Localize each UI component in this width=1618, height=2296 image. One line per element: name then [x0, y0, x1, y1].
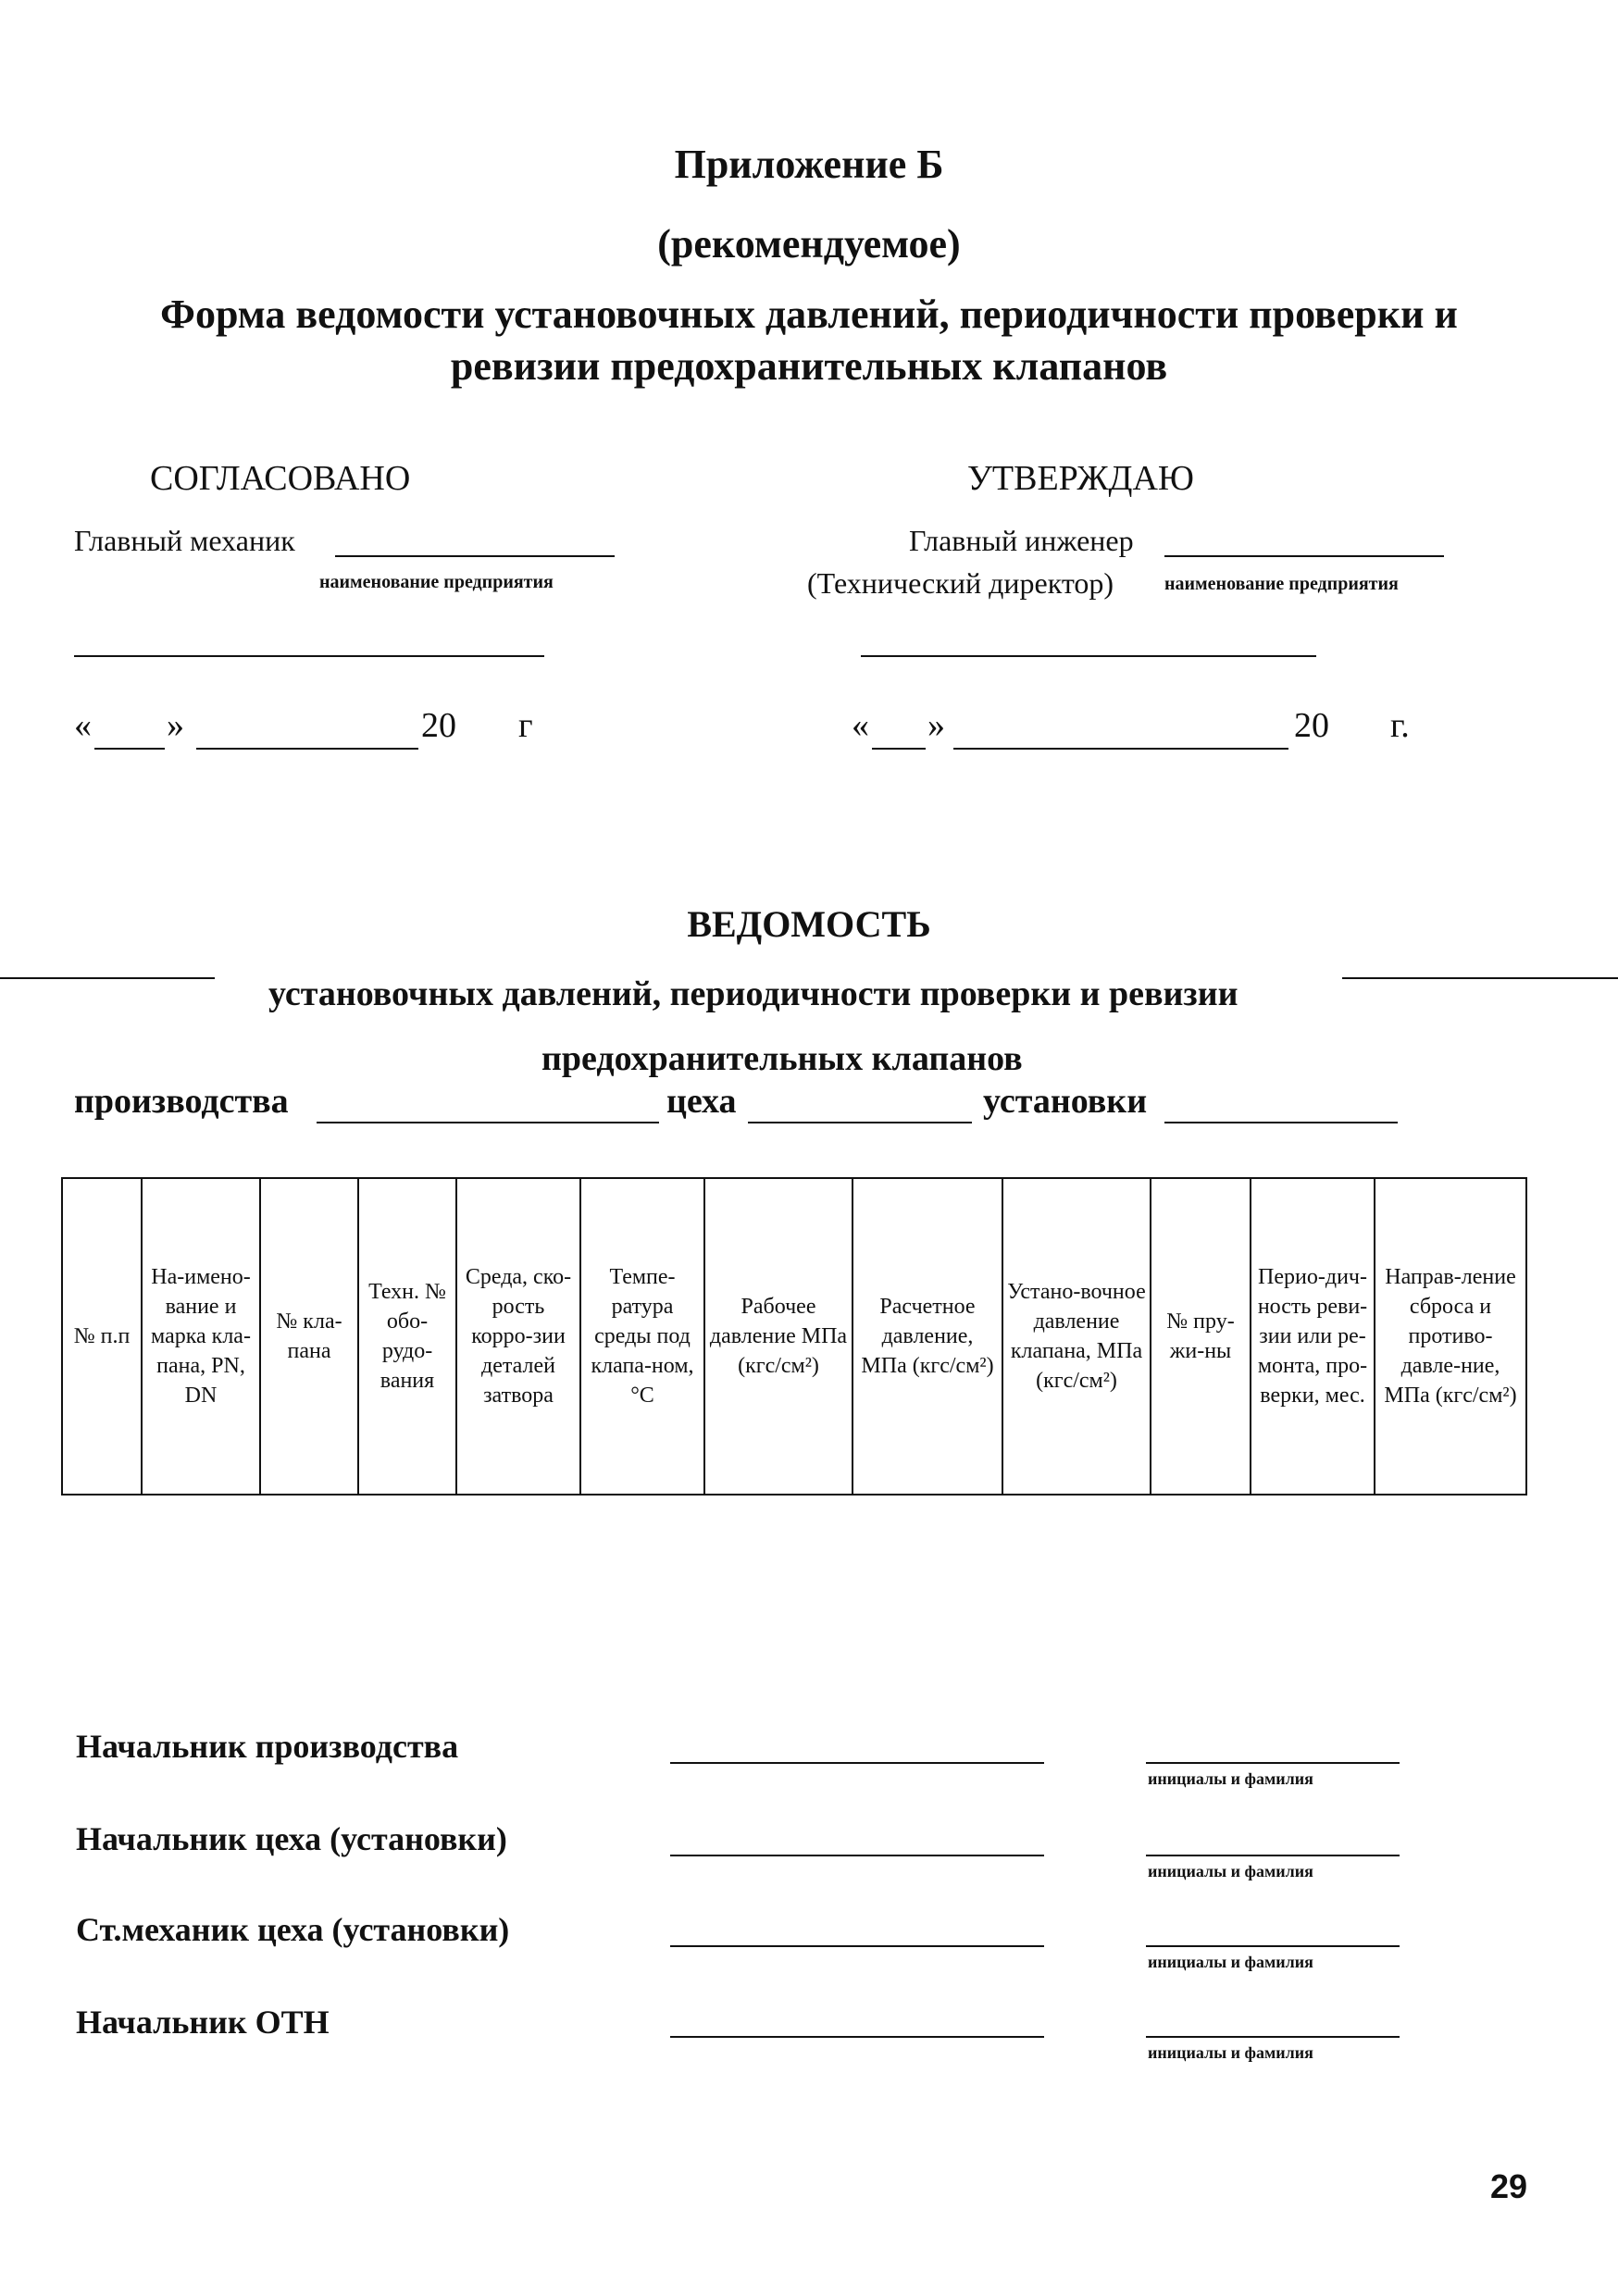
signature-line-oth-head: [670, 2036, 1044, 2038]
form-title: [0, 289, 1618, 392]
name-caption-oth-head: инициалы и фамилия: [1148, 2043, 1313, 2062]
name-caption-senior-mechanic: инициалы и фамилия: [1148, 1953, 1313, 1971]
table-header-row: [62, 1178, 1526, 1495]
signature-label-senior-mechanic: Ст.механик цеха (установки): [76, 1911, 510, 1948]
header-working-pressure: Рабочее давление МПа (кгс/см²): [704, 1178, 853, 1495]
statement-left-rule: [0, 977, 215, 979]
header-valve-number: № кла-пана: [260, 1178, 358, 1495]
agreed-day-line: [94, 748, 165, 750]
header-valve-name: На-имено-вание и марка кла-пана, PN, DN: [142, 1178, 260, 1495]
approved-enterprise-caption: наименование предприятия: [1164, 574, 1399, 594]
header-equipment-number: Техн. № обо-рудо-вания: [358, 1178, 456, 1495]
header-inspection-period: Перио-дич-ность реви-зии или ре-монта, про-верки, мес.: [1251, 1178, 1375, 1495]
header-set-pressure: Устано-вочное давление клапана, МПа (кгс/см²): [1002, 1178, 1151, 1495]
valve-statement-table: [61, 1177, 1527, 1496]
agreed-header: СОГЛАСОВАНО: [150, 459, 411, 498]
production-line: [317, 1122, 659, 1123]
agreed-position: Главный механик: [74, 524, 295, 557]
statement-title: ВЕДОМОСТЬ: [687, 903, 931, 945]
agreed-enterprise-line: [335, 555, 615, 557]
approved-date-quote-open: «: [852, 706, 869, 745]
appendix-title: Приложение Б: [674, 142, 944, 187]
name-line-oth-head: [1146, 2036, 1400, 2038]
signature-label-production-head: Начальник производства: [76, 1728, 459, 1765]
shop-line: [748, 1122, 972, 1123]
unit-line: [1164, 1122, 1398, 1123]
approved-month-line: [953, 748, 1288, 750]
name-caption-production-head: инициалы и фамилия: [1148, 1769, 1313, 1788]
header-medium-temperature: Темпе-ратура среды под клапа-ном, °С: [580, 1178, 704, 1495]
header-row-number: № п.п: [62, 1178, 142, 1495]
header-medium-corrosion: Среда, ско-рость корро-зии деталей затвора: [456, 1178, 580, 1495]
approved-day-line: [872, 748, 926, 750]
name-caption-shop-head: инициалы и фамилия: [1148, 1862, 1313, 1880]
agreed-signature-line: [74, 655, 544, 657]
approved-signature-line: [861, 655, 1316, 657]
signature-label-shop-head: Начальник цеха (установки): [76, 1820, 507, 1857]
approved-header: УТВЕРЖДАЮ: [967, 459, 1194, 498]
agreed-date-quote-close: »: [167, 706, 184, 745]
page-number: 29: [1490, 2167, 1528, 2205]
approved-year-prefix: 20: [1294, 706, 1329, 745]
name-line-production-head: [1146, 1762, 1400, 1764]
header-discharge-direction: Направ-ление сброса и противо-давле-ние, МПа (кгс/см²): [1375, 1178, 1526, 1495]
shop-label: цеха: [666, 1082, 737, 1121]
form-title-line-2: ревизии предохранительных клапанов: [450, 343, 1168, 389]
signature-label-oth-head: Начальник ОТН: [76, 2004, 330, 2041]
statement-subtitle-line-1: установочных давлений, периодичности проверки и ревизии: [268, 974, 1238, 1013]
header-design-pressure: Расчетное давление, МПа (кгс/см²): [853, 1178, 1002, 1495]
signature-line-production-head: [670, 1762, 1044, 1764]
form-title-line-1: Форма ведомости установочных давлений, периодичности проверки и: [160, 292, 1458, 337]
approved-position: Главный инженер: [909, 524, 1134, 557]
agreed-enterprise-caption: наименование предприятия: [319, 572, 554, 592]
statement-subtitle-line-2: предохранительных клапанов: [541, 1039, 1023, 1078]
agreed-year-suffix: г: [518, 706, 533, 745]
header-spring-number: № пру-жи-ны: [1151, 1178, 1251, 1495]
agreed-year-prefix: 20: [421, 706, 456, 745]
name-line-shop-head: [1146, 1855, 1400, 1856]
approved-year-suffix: г.: [1390, 706, 1410, 745]
production-label: производства: [74, 1082, 289, 1121]
appendix-status: (рекомендуемое): [657, 221, 961, 267]
approved-enterprise-line: [1164, 555, 1444, 557]
signature-line-senior-mechanic: [670, 1945, 1044, 1947]
unit-label: установки: [983, 1082, 1148, 1121]
signature-line-shop-head: [670, 1855, 1044, 1856]
name-line-senior-mechanic: [1146, 1945, 1400, 1947]
agreed-date-quote-open: «: [74, 706, 92, 745]
approved-position-2: (Технический директор): [807, 566, 1114, 600]
approved-date-quote-close: »: [927, 706, 945, 745]
statement-right-rule: [1342, 977, 1618, 979]
agreed-month-line: [196, 748, 418, 750]
